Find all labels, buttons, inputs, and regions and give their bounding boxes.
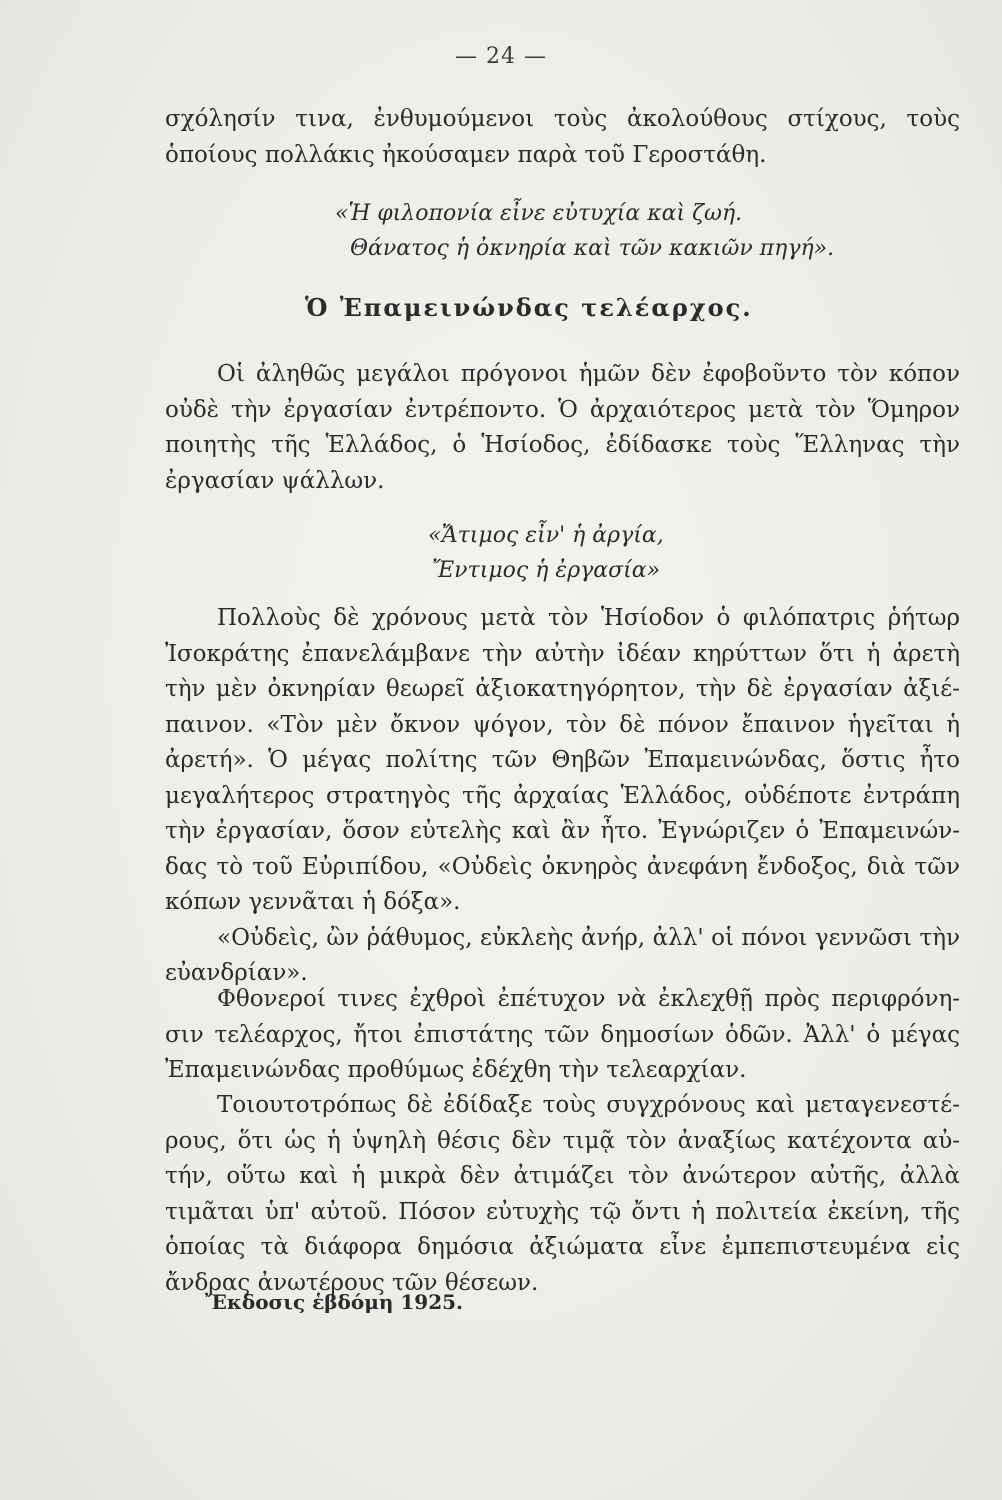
text-line: μεγαλήτερος στρατηγὸς τῆς ἀρχαίας Ἑλλάδος, οὐδέποτε ἐντράπη [165, 782, 960, 809]
text-line: τὴν ἐργασίαν, ὅσον εὐτελὴς καὶ ἂν ἦτο. Ἐγνώριζεν ὁ Ἐπαμεινών- [165, 818, 960, 844]
paragraph-lesson [165, 1088, 960, 1301]
section-heading: Ὁ Ἐπαμεινώνδας τελέαρχος. [305, 293, 753, 322]
edition-note: Ἔκδοσις ἑβδόμη 1925. [205, 1290, 463, 1314]
text-line: κόπων γεννᾶται ἡ δόξα». [165, 889, 461, 915]
text-line: ποιητὴς τῆς Ἑλλάδος, ὁ Ἡσίοδος, ἐδίδασκε τοὺς Ἕλληνας τὴν [165, 432, 960, 458]
text-line: δας τὸ τοῦ Εὐριπίδου, «Οὐδεὶς ὀκνηρὸς ἀνεφάνη ἔνδοξος, διὰ τῶν [165, 853, 960, 880]
text-line: Οἱ ἀληθῶς μεγάλοι πρόγονοι ἡμῶν δὲν ἐφοβοῦντο τὸν κόπον [217, 361, 960, 387]
text-line: «Οὐδεὶς, ὢν ῥάθυμος, εὐκλεὴς ἀνήρ, ἀλλ' οἱ πόνοι γεννῶσι τὴν [217, 924, 960, 951]
text-line: τὴν μὲν ὀκνηρίαν θεωρεῖ ἀξιοκατηγόρητον, τὴν δὲ ἐργασίαν ἀξιέ- [165, 676, 960, 702]
verse-line: «Ἡ φιλοπονία εἶνε εὐτυχία καὶ ζωή. [335, 201, 743, 226]
text-line: ἄνδρας ἀνωτέρους τῶν θέσεων. [165, 1269, 539, 1296]
text-line: ὁποίους πολλάκις ἠκούσαμεν παρὰ τοῦ Γεροστάθη. [165, 141, 767, 168]
page-number: — 24 — [455, 44, 547, 69]
text-line: ὁποίας τὰ διάφορα δημόσια ἀξιώματα εἶνε ἐμπεπιστευμένα εἰς [165, 1234, 960, 1260]
text-line: σιν τελέαρχος, ἤτοι ἐπιστάτης τῶν δημοσίων ὁδῶν. Ἀλλ' ὁ μέγας [165, 1021, 960, 1048]
paragraph-ancestors [165, 357, 960, 499]
verse-line: Ἔντιμος ἡ ἐργασία» [432, 558, 661, 583]
text-line: Ἐπαμεινώνδας προθύμως ἐδέχθη τὴν τελεαρχίαν. [165, 1057, 747, 1083]
verse-line: Θάνατος ἡ ὀκνηρία καὶ τῶν κακιῶν πηγή». [350, 236, 835, 261]
text-line: Ἰσοκράτης ἐπανελάμβανε τὴν αὐτὴν ἰδέαν κηρύττων ὅτι ἡ ἀρετὴ [165, 640, 960, 667]
text-line: Φθονεροί τινες ἐχθροὶ ἐπέτυχον νὰ ἐκλεχθῇ πρὸς περιφρόνη- [217, 986, 960, 1012]
text-line: ρους, ὅτι ὡς ἡ ὑψηλὴ θέσις δὲν τιμᾷ τὸν ἀναξίως κατέχοντα αὐ- [165, 1127, 960, 1154]
paragraph-isocrates [165, 601, 960, 992]
text-line: εὐανδρίαν». [165, 960, 308, 986]
paragraph-envious [165, 982, 960, 1089]
verse-line: «Ἄτιμος εἶν' ἡ ἀργία, [428, 523, 664, 548]
text-line: οὐδὲ τὴν ἐργασίαν ἐντρέποντο. Ὁ ἀρχαιότερος μετὰ τὸν Ὅμηρον [165, 396, 960, 423]
text-line: παινον. «Τὸν μὲν ὄκνον ψόγον, τὸν δὲ πόνον ἔπαινον ἡγεῖται ἡ [165, 711, 960, 738]
text-line: ἐργασίαν ψάλλων. [165, 467, 385, 494]
text-line: Πολλοὺς δὲ χρόνους μετὰ τὸν Ἡσίοδον ὁ φιλόπατρις ῥήτωρ [217, 605, 960, 631]
text-line: ἀρετή». Ὁ μέγας πολίτης τῶν Θηβῶν Ἐπαμεινώνδας, ὅστις ἦτο [165, 747, 960, 773]
text-line: τιμᾶται ὑπ' αὐτοῦ. Πόσον εὐτυχὴς τῷ ὄντι ἡ πολιτεία ἐκείνη, τῆς [165, 1198, 960, 1225]
paragraph-intro [165, 102, 960, 173]
text-line: Τοιουτοτρόπως δὲ ἐδίδαξε τοὺς συγχρόνους καὶ μεταγενεστέ- [217, 1092, 960, 1118]
text-line: τήν, οὕτω καὶ ἡ μικρὰ δὲν ἀτιμάζει τὸν ἀνώτερον αὐτῆς, ἀλλὰ [165, 1163, 960, 1189]
text-line: σχόλησίν τινα, ἐνθυμούμενοι τοὺς ἀκολούθους στίχους, τοὺς [165, 106, 960, 132]
